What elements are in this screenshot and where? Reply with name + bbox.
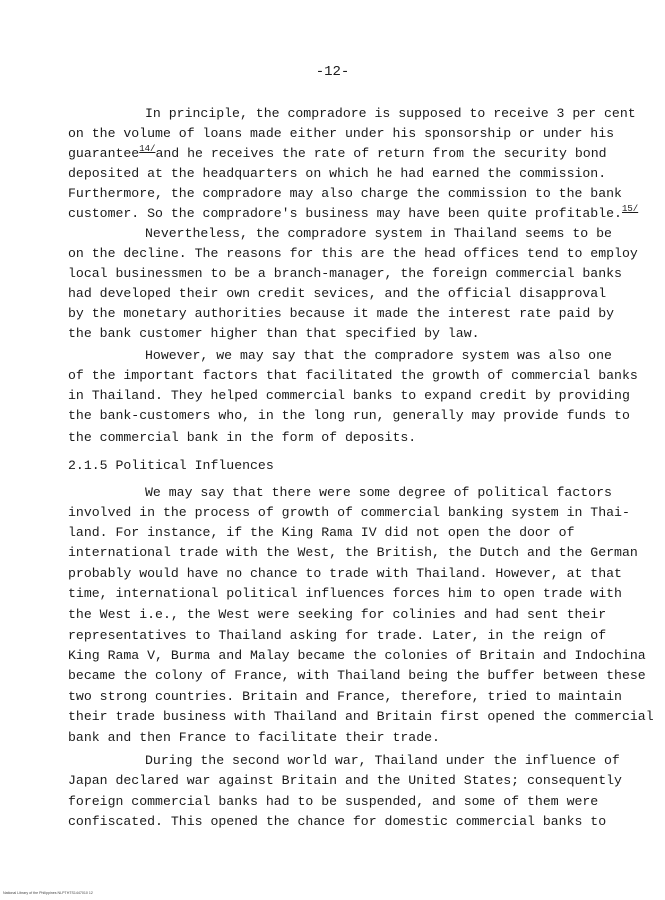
paragraph-line: the bank-customers who, in the long run, generally may provide funds to: [68, 408, 630, 423]
paragraph-line: Nevertheless, the compradore system in Thailand seems to be: [145, 226, 612, 241]
paragraph-line: [68, 204, 638, 224]
paragraph-line: local businessmen to be a branch-manager, the foreign commercial banks: [68, 266, 622, 281]
footnote-ref-14: 14/: [139, 144, 156, 154]
scan-footer: National Library of the Philippines NLPTHTS1447010 12: [3, 891, 93, 895]
paragraph-line: of the important factors that facilitated the growth of commercial banks: [68, 368, 638, 383]
paragraph-line: land. For instance, if the King Rama IV did not open the door of: [68, 525, 575, 540]
paragraph-line: in Thailand. They helped commercial banks to expand credit by providing: [68, 388, 630, 403]
paragraph-line: time, international political influences forces him to open trade with: [68, 586, 622, 601]
paragraph-line: deposited at the headquarters on which he had earned the commission.: [68, 166, 607, 181]
footnote-ref-15: 15/: [621, 204, 639, 214]
paragraph-line: King Rama V, Burma and Malay became the colonies of Britain and Indochina: [68, 648, 646, 663]
paragraph-line: probably would have no chance to trade with Thailand. However, at that: [68, 566, 622, 581]
paragraph-line: Japan declared war against Britain and the United States; consequently: [68, 773, 622, 788]
paragraph-line: two strong countries. Britain and France, therefore, tried to maintain: [68, 689, 622, 704]
paragraph-line: became the colony of France, with Thailand being the buffer between these: [68, 668, 646, 683]
paragraph-line: [68, 144, 607, 164]
paragraph-line: foreign commercial banks had to be suspended, and some of them were: [68, 794, 599, 809]
paragraph-line: We may say that there were some degree of political factors: [145, 485, 612, 500]
paragraph-line: Furthermore, the compradore may also charge the commission to the bank: [68, 186, 622, 201]
paragraph-line: had developed their own credit sevices, and the official disapproval: [68, 286, 607, 301]
paragraph-line: involved in the process of growth of commercial banking system in Thai-: [68, 505, 630, 520]
paragraph-line: by the monetary authorities because it made the interest rate paid by: [68, 306, 615, 321]
paragraph-line: representatives to Thailand asking for trade. Later, in the reign of: [68, 628, 607, 643]
paragraph-line: the bank customer higher than that specified by law.: [68, 326, 480, 341]
paragraph-line: international trade with the West, the British, the Dutch and the German: [68, 545, 638, 560]
text-run: customer. So the compradore's business may have been quite profitable.: [68, 206, 622, 221]
paragraph-line: on the volume of loans made either under his sponsorship or under his: [68, 126, 615, 141]
paragraph-line: the commercial bank in the form of deposits.: [68, 430, 417, 445]
paragraph-line: During the second world war, Thailand under the influence of: [145, 753, 620, 768]
section-heading: 2.1.5 Political Influences: [68, 458, 274, 473]
paragraph-line: However, we may say that the compradore system was also one: [145, 348, 612, 363]
paragraph-line: confiscated. This opened the chance for domestic commercial banks to: [68, 814, 607, 829]
text-run: and he receives the rate of return from the security bond: [155, 146, 607, 161]
paragraph-line: bank and then France to facilitate their trade.: [68, 730, 440, 745]
paragraph-line: In principle, the compradore is supposed to receive 3 per cent: [145, 106, 636, 121]
text-run: guarantee: [68, 146, 140, 161]
page-number: -12-: [315, 64, 350, 80]
paragraph-line: the West i.e., the West were seeking for colinies and had sent their: [68, 607, 607, 622]
paragraph-line: on the decline. The reasons for this are the head offices tend to employ: [68, 246, 638, 261]
paragraph-line: their trade business with Thailand and Britain first opened the commercial: [68, 709, 654, 724]
